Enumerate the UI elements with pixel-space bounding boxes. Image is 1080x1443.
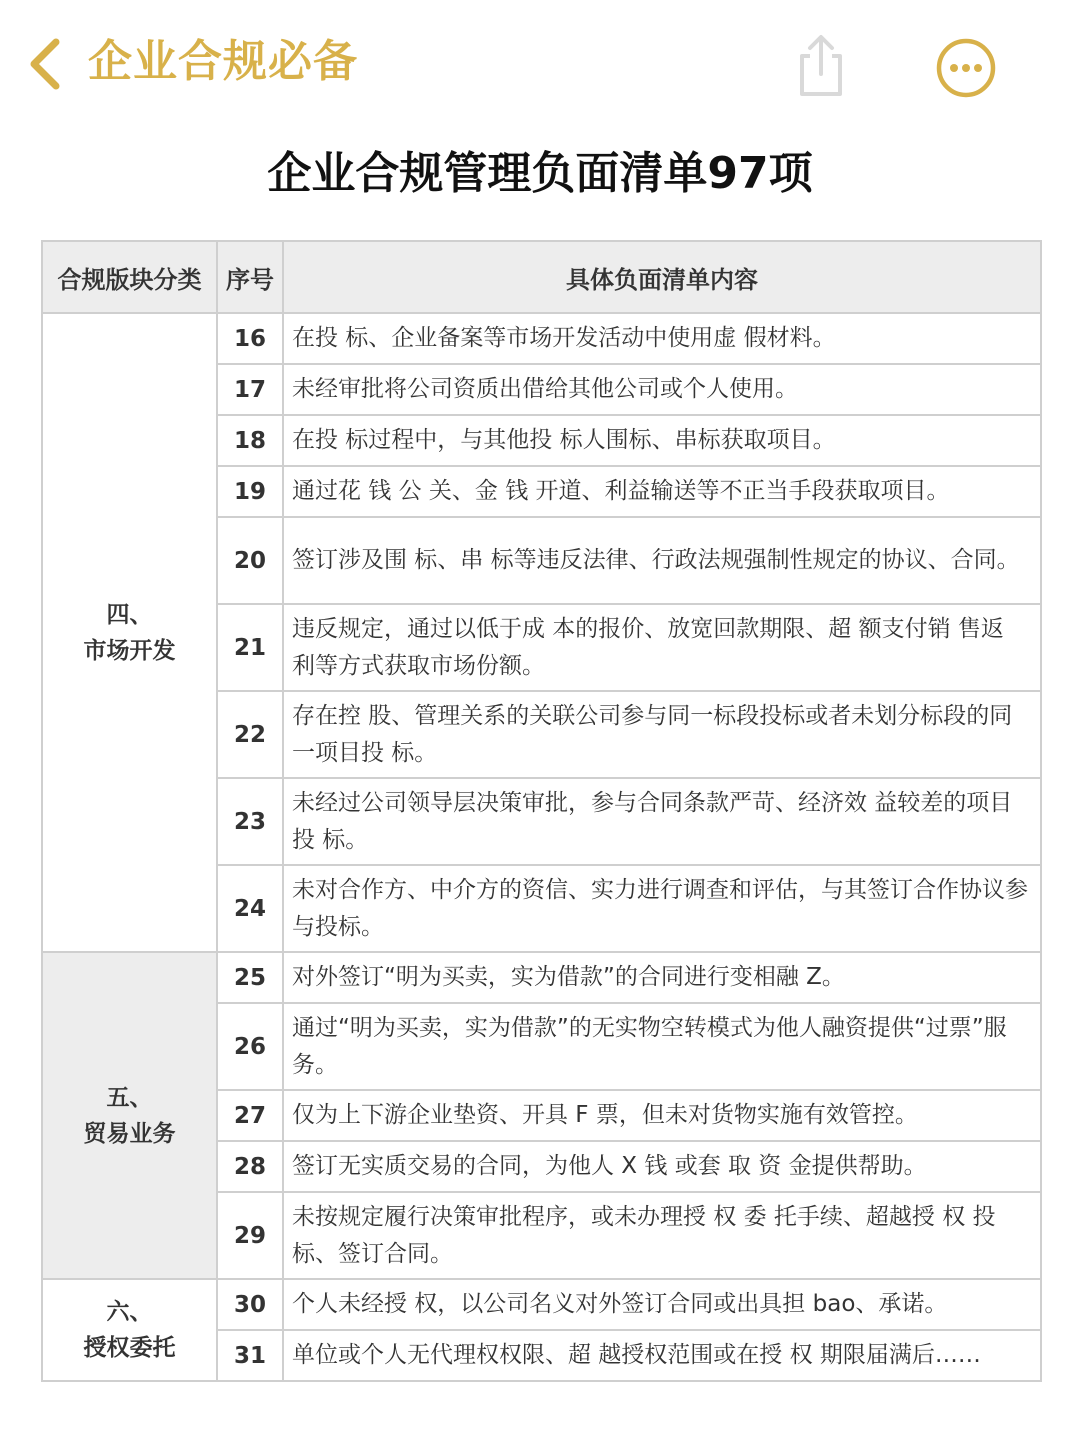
- row-number: 17: [217, 364, 283, 415]
- row-content: 未按规定履行决策审批程序，或未办理授 权 委 托手续、超越授 权 投标、签订合同。: [283, 1192, 1041, 1279]
- row-number: 21: [217, 604, 283, 691]
- row-content: 违反规定，通过以低于成 本的报价、放宽回款期限、超 额支付销 售返 利等方式获取市场份额。: [283, 604, 1041, 691]
- row-content: 在投 标、企业备案等市场开发活动中使用虚 假材料。: [283, 313, 1041, 364]
- row-content: 未对合作方、中介方的资信、实力进行调查和评估，与其签订合作协议参与投标。: [283, 865, 1041, 952]
- category-index: 四、: [106, 601, 153, 628]
- category-label: 授权委托: [83, 1335, 176, 1361]
- table-row: [42, 1279, 1041, 1330]
- row-number: 28: [217, 1141, 283, 1192]
- row-number: 27: [217, 1090, 283, 1141]
- top-navigation-bar: [0, 0, 1080, 130]
- page-title: 企业合规必备: [88, 36, 358, 87]
- category-cell: [42, 1279, 217, 1381]
- table-row: [42, 952, 1041, 1003]
- document-title: 企业合规管理负面清单97项: [267, 148, 813, 199]
- row-number: 26: [217, 1003, 283, 1090]
- category-cell: [42, 952, 217, 1279]
- category-index: 五、: [106, 1084, 153, 1111]
- row-content: 仅为上下游企业垫资、开具 F 票，但未对货物实施有效管控。: [283, 1090, 1041, 1141]
- category-label: 市场开发: [83, 637, 176, 664]
- row-content: 单位或个人无代理权权限、超 越授权范围或在授 权 期限届满后……: [283, 1330, 1041, 1381]
- row-number: 24: [217, 865, 283, 952]
- row-content: 签订涉及围 标、串 标等违反法律、行政法规强制性规定的协议、合同。: [283, 517, 1041, 604]
- category-cell: [42, 313, 217, 952]
- row-content: 未经审批将公司资质出借给其他公司或个人使用。: [283, 364, 1041, 415]
- negative-list-table: [41, 240, 1042, 1382]
- row-number: 16: [217, 313, 283, 364]
- row-content: 通过“明为买卖，实为借款”的无实物空转模式为他人融资提供“过票”服务。: [283, 1003, 1041, 1090]
- header-category: 合规版块分类: [42, 241, 217, 313]
- category-index: 六、: [106, 1299, 153, 1325]
- table-header-row: [42, 241, 1041, 313]
- row-content: 个人未经授 权，以公司名义对外签订合同或出具担 bao、承诺。: [283, 1279, 1041, 1330]
- row-number: 20: [217, 517, 283, 604]
- row-content: 存在控 股、管理关系的关联公司参与同一标段投标或者未划分标段的同一项目投 标。: [283, 691, 1041, 778]
- row-number: 18: [217, 415, 283, 466]
- row-content: 未经过公司领导层决策审批，参与合同条款严苛、经济效 益较差的项目投 标。: [283, 778, 1041, 865]
- row-number: 30: [217, 1279, 283, 1330]
- row-content: 通过花 钱 公 关、金 钱 开道、利益输送等不正当手段获取项目。: [283, 466, 1041, 517]
- row-number: 22: [217, 691, 283, 778]
- category-label: 贸易业务: [83, 1120, 176, 1147]
- share-icon[interactable]: [790, 30, 850, 100]
- row-content: 签订无实质交易的合同，为他人 X 钱 或套 取 资 金提供帮助。: [283, 1141, 1041, 1192]
- more-icon[interactable]: [936, 38, 996, 98]
- row-number: 31: [217, 1330, 283, 1381]
- row-content: 在投 标过程中，与其他投 标人围标、串标获取项目。: [283, 415, 1041, 466]
- table-row: [42, 313, 1041, 364]
- row-content: 对外签订“明为买卖，实为借款”的合同进行变相融 Z。: [283, 952, 1041, 1003]
- header-number: 序号: [217, 241, 283, 313]
- row-number: 29: [217, 1192, 283, 1279]
- row-number: 23: [217, 778, 283, 865]
- row-number: 25: [217, 952, 283, 1003]
- chevron-left-icon[interactable]: [26, 36, 66, 92]
- header-content: 具体负面清单内容: [283, 241, 1041, 313]
- row-number: 19: [217, 466, 283, 517]
